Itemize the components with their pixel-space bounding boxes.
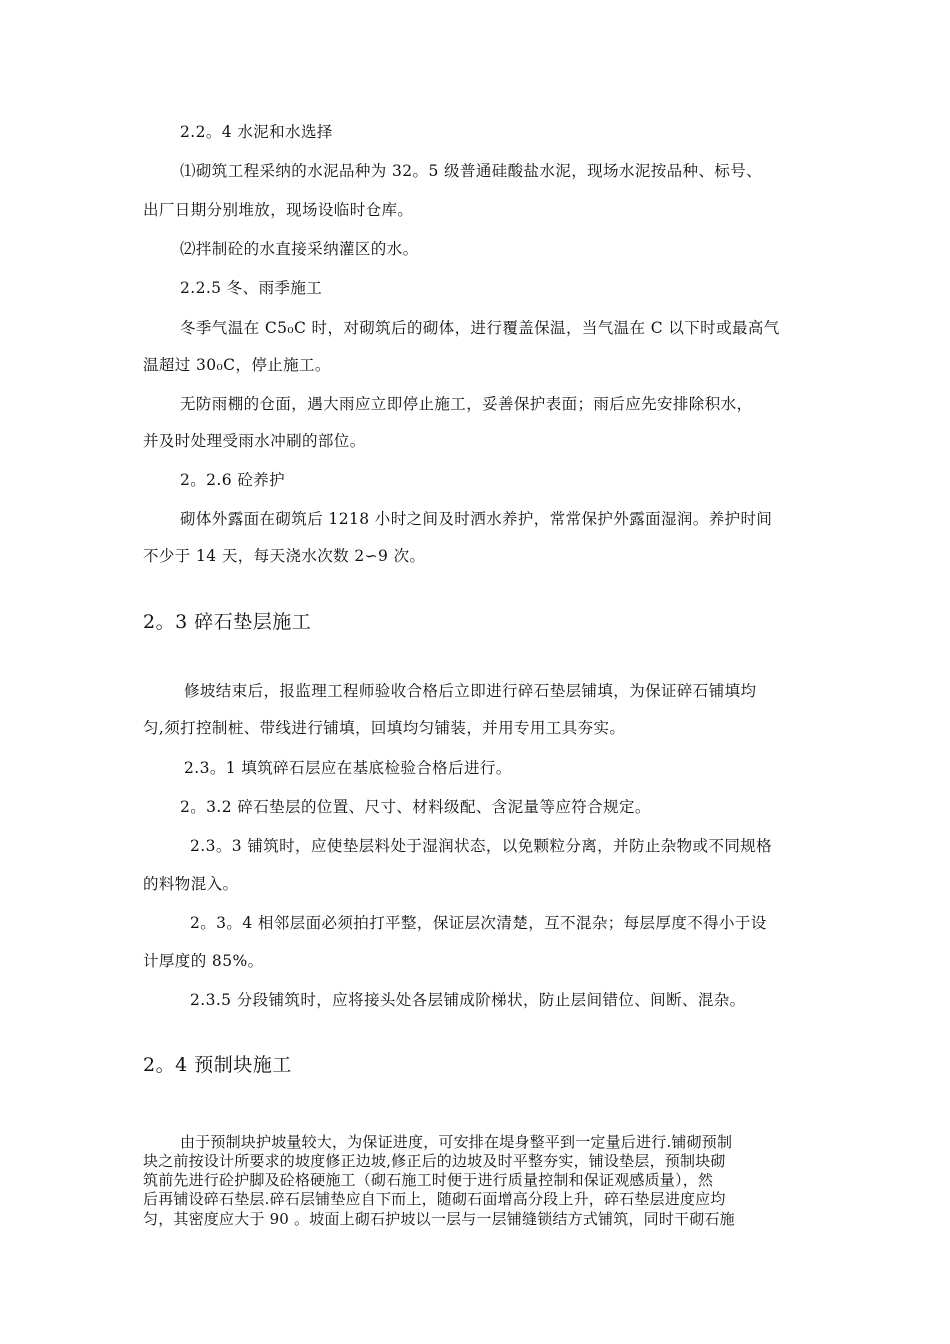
paragraph-line: 冬季气温在 C5₀C 时，对砌筑后的砌体，进行覆盖保温，当气温在 C 以下时或最高气 (180, 319, 780, 337)
paragraph-line: 出厂日期分别堆放，现场设临时仓库。 (143, 201, 414, 219)
section-2-2-4-title: 2.2。4 水泥和水选择 (180, 123, 333, 141)
paragraph-line: 匀,须打控制桩、带线进行铺填，回填均匀铺装，并用专用工具夯实。 (143, 719, 626, 737)
paragraph-line: 的料物混入。 (143, 875, 239, 893)
list-item: 2.3.5 分段铺筑时，应将接头处各层铺成阶梯状，防止层间错位、间断、混杂。 (190, 991, 746, 1009)
paragraph-line: 块之前按设计所要求的坡度修正边坡,修正后的边坡及时平整夯实，铺设垫层，预制块砌 (143, 1152, 726, 1170)
paragraph-line: ⑴砌筑工程采纳的水泥品种为 32。5 级普通硅酸盐水泥，现场水泥按品种、标号、 (180, 162, 763, 180)
paragraph-line: ⑵拌制砼的水直接采纳灌区的水。 (180, 240, 419, 258)
section-2-2-5-title: 2.2.5 冬、雨季施工 (180, 279, 323, 297)
section-2-3-heading: 2。3 碎石垫层施工 (143, 611, 312, 633)
list-item: 2。3.2 碎石垫层的位置、尺寸、材料级配、含泥量等应符合规定。 (180, 798, 651, 816)
section-2-2-6-title: 2。2.6 砼养护 (180, 471, 286, 489)
paragraph-line: 无防雨棚的仓面，遇大雨应立即停止施工，妥善保护表面；雨后应先安排除积水， (180, 395, 753, 413)
paragraph-line: 砌体外露面在砌筑后 1218 小时之间及时洒水养护，常常保护外露面湿润。养护时间 (180, 510, 773, 528)
list-item: 2.3。3 铺筑时，应使垫层料处于湿润状态，以免颗粒分离，并防止杂物或不同规格 (190, 837, 773, 855)
section-2-4-heading: 2。4 预制块施工 (143, 1054, 292, 1076)
paragraph-line: 由于预制块护坡量较大，为保证进度，可安排在堤身整平到一定量后进行.铺砌预制 (180, 1133, 733, 1151)
paragraph-line: 后再铺设碎石垫层.碎石层铺垫应自下而上，随砌石面增高分段上升，碎石垫层进度应均 (143, 1190, 726, 1208)
paragraph-line: 并及时处理受雨水冲刷的部位。 (143, 432, 366, 450)
paragraph-line: 修坡结束后，报监理工程师验收合格后立即进行碎石垫层铺填，为保证碎石铺填均 (184, 682, 757, 700)
paragraph-line: 筑前先进行砼护脚及砼格硬施工（砌石施工时便于进行质量控制和保证观感质量），然 (143, 1171, 714, 1189)
paragraph-line: 温超过 30₀C，停止施工。 (143, 356, 331, 374)
list-item: 2。3。4 相邻层面必须拍打平整，保证层次清楚，互不混杂；每层厚度不得小于设 (190, 914, 767, 932)
paragraph-line: 不少于 14 天，每天浇水次数 2∽9 次。 (143, 547, 426, 565)
list-item: 2.3。1 填筑碎石层应在基底检验合格后进行。 (184, 759, 512, 777)
paragraph-line: 计厚度的 85%。 (143, 952, 264, 970)
paragraph-line: 匀，其密度应大于 90 。坡面上砌石护坡以一层与一层铺缝锁结方式铺筑，同时干砌石施 (143, 1210, 735, 1228)
